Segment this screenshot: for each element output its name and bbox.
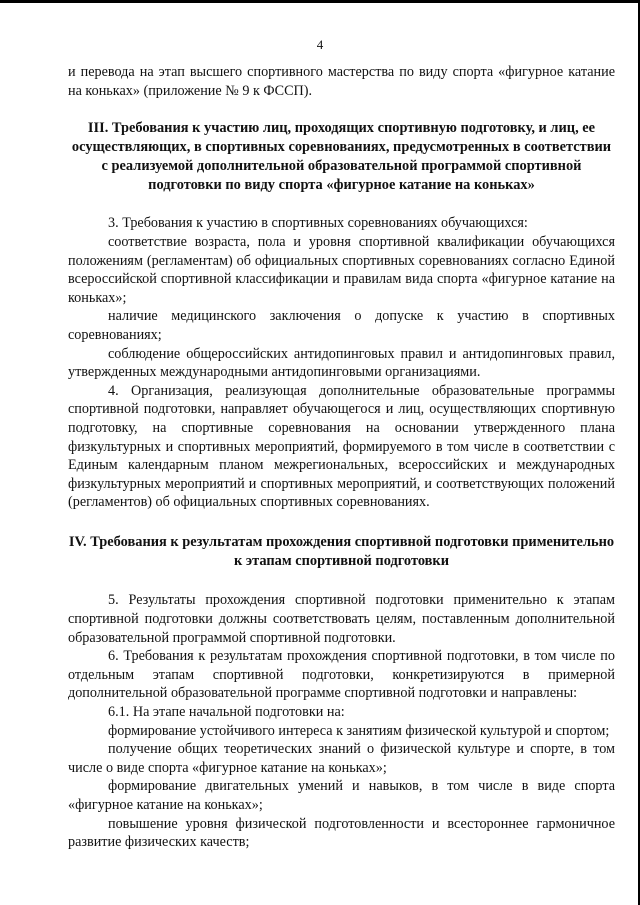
paragraph-6: 6. Требования к результатам прохождения спортивной подготовки, в том числе по отдельным этапам спортивной подготовки, конкретизируются в примерной дополнительной образовательной программе спортивной подготовки и направлены: <box>68 648 615 702</box>
item-physical-fitness: повышение уровня физической подготовленности и всестороннее гармоничное развитие физических качеств; <box>68 815 615 851</box>
document-body <box>68 63 615 852</box>
item-age-gender-qualification: соответствие возраста, пола и уровня спортивной квалификации обучающихся положениям (регламентам) об официальных спортивных соревнованиях согласно Единой всероссийской спортивной классификации и правилам вида спорта «фигурное катание на коньках»; <box>68 233 615 306</box>
item-antidoping-rules: соблюдение общероссийских антидопинговых правил и антидопинговых правил, утвержденных международными антидопинговыми организациями. <box>68 345 615 381</box>
scan-edge-top <box>0 0 640 3</box>
item-interest-formation: формирование устойчивого интереса к занятиям физической культурой и спортом; <box>108 722 610 739</box>
paragraph-5: 5. Результаты прохождения спортивной подготовки применительно к этапам спортивной подготовки должны соответствовать целям, поставленным дополнительной образовательной программой спортивной подготовки. <box>68 592 615 646</box>
item-motor-skills: формирование двигательных умений и навыков, в том числе в виде спорта «фигурное катание на коньках»; <box>68 778 615 813</box>
intro-continuation: и перевода на этап высшего спортивного мастерства по виду спорта «фигурное катание на коньках» (приложение № 9 к ФССП). <box>68 64 615 99</box>
page-number: 4 <box>316 37 324 52</box>
section-3-heading: III. Требования к участию лиц, проходящих спортивную подготовку, и лиц, ее осуществляющих, в спортивных соревнованиях, предусмотренных в соответствии с реализуемой дополнительной образовательной программой спортивной подготовки по виду спорта «фигурное катание на коньках» <box>71 120 612 193</box>
paragraph-4: 4. Организация, реализующая дополнительные образовательные программы спортивной подготовки, направляет обучающегося и лиц, осуществляющих спортивную подготовку, на спортивные соревнования на основании утвержденного плана физкультурных и спортивных мероприятий, формируемого в том числе в соответствии с Единым календарным планом межрегиональных, всероссийских и международных физкультурных мероприятий и спортивных мероприятий, и соответствующих положений (регламентов) об официальных спортивных соревнованиях. <box>68 382 615 511</box>
item-theoretical-knowledge: получение общих теоретических знаний о физической культуре и спорте, в том числе о виде спорта «фигурное катание на коньках»; <box>68 741 615 776</box>
item-medical-certificate: наличие медицинского заключения о допуске к участию в спортивных соревнованиях; <box>68 308 615 343</box>
paragraph-3: 3. Требования к участию в спортивных соревнованиях обучающихся: <box>108 215 528 232</box>
section-4-heading: IV. Требования к результатам прохождения спортивной подготовки применительно к этапам спортивной подготовки <box>68 533 615 569</box>
paragraph-6-1: 6.1. На этапе начальной подготовки на: <box>108 704 345 721</box>
